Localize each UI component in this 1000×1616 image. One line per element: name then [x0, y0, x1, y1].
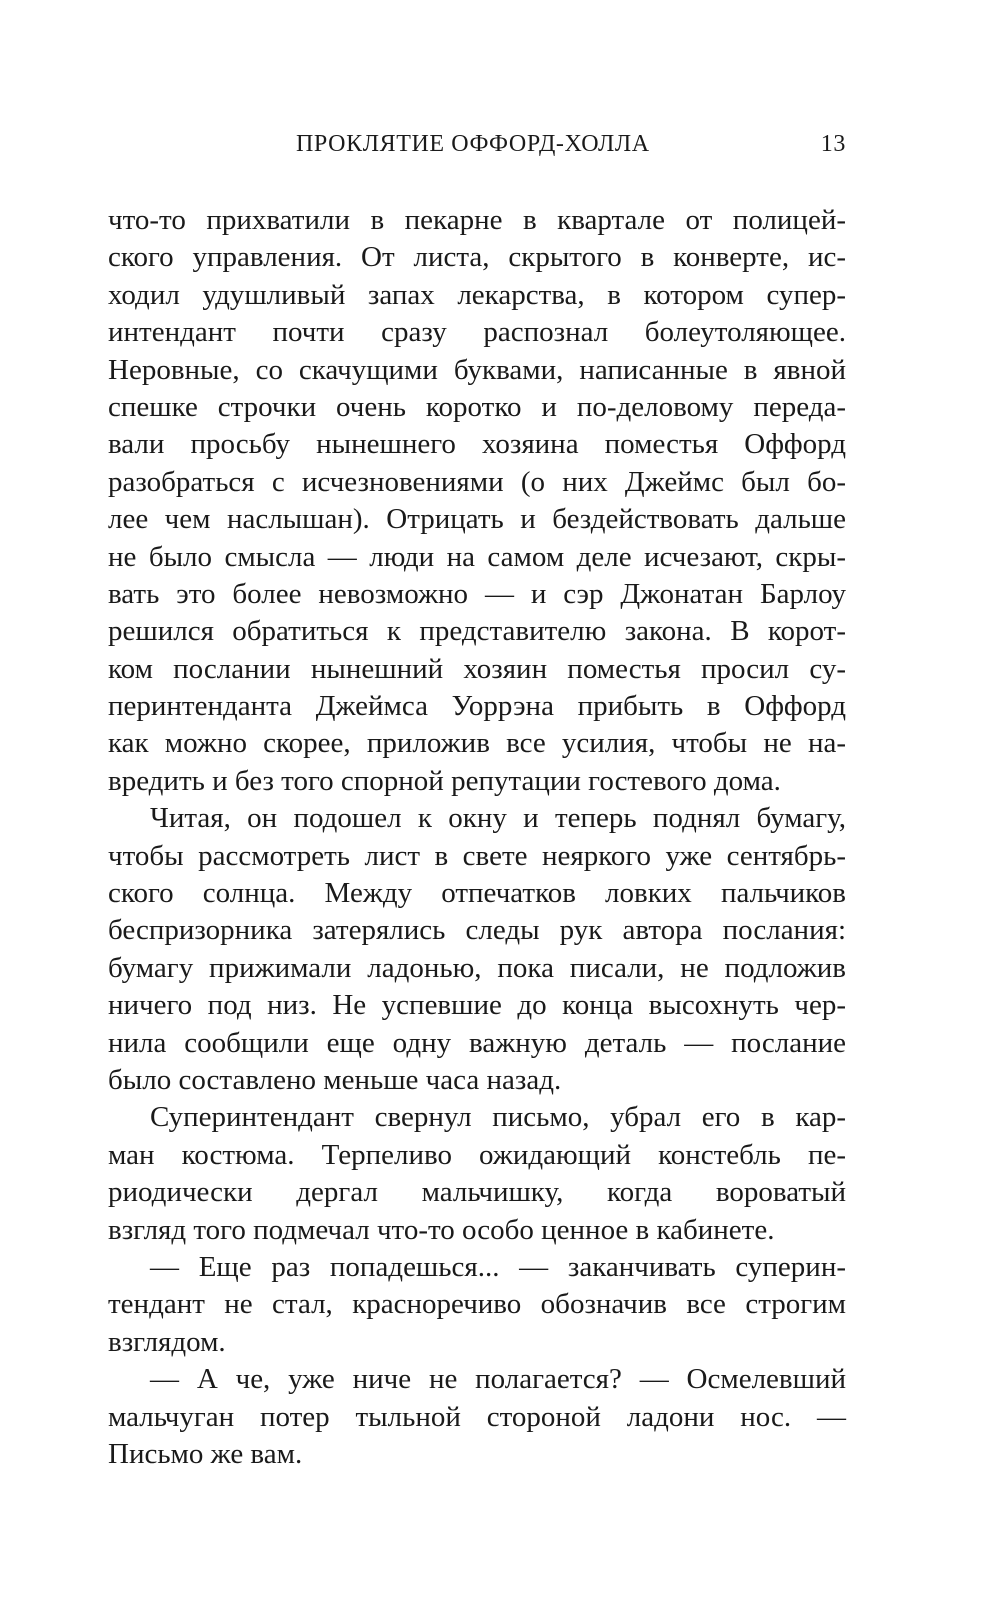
- text-line: вать это более невозможно — и сэр Джонатан Барлоу: [108, 577, 846, 610]
- text-line: риодически дергал мальчишку, когда вороватый: [108, 1176, 846, 1209]
- text-line: как можно скорее, приложив все усилия, чтобы не на-: [108, 727, 846, 760]
- text-line: ского управления. От листа, скрытого в конверте, ис-: [108, 241, 846, 274]
- dialogue-paragraph: [108, 1249, 846, 1361]
- text-line: интендант почти сразу распознал болеутоляющее.: [108, 316, 846, 349]
- text-line: перинтенданта Джеймса Уоррэна прибыть в Оффорд: [108, 690, 846, 723]
- running-title: ПРОКЛЯТИЕ ОФФОРД-ХОЛЛА: [296, 131, 650, 157]
- text-line: решился обратиться к представителю закона. В корот-: [108, 615, 846, 648]
- text-line: ман костюма. Терпеливо ожидающий констебль пе-: [108, 1138, 846, 1171]
- paragraph: [108, 800, 846, 1099]
- text-line: тендант не стал, красноречиво обозначив все строгим: [108, 1288, 846, 1321]
- text-line: — Еще раз попадешься... — заканчивать суперин-: [150, 1250, 846, 1283]
- paragraph: [108, 202, 846, 800]
- text-line: ходил удушливый запах лекарства, в котором супер-: [108, 278, 846, 311]
- text-line: взгляд того подмечал что-то особо ценное в кабинете.: [108, 1213, 775, 1246]
- text-line: ком послании нынешний хозяин поместья просил су-: [108, 652, 846, 685]
- text-line: взглядом.: [108, 1325, 226, 1358]
- text-line: не было смысла — люди на самом деле исчезают, скры-: [108, 540, 846, 573]
- text-line: Читая, он подошел к окну и теперь поднял бумагу,: [150, 802, 846, 835]
- text-line: ского солнца. Между отпечатков ловких пальчиков: [108, 877, 846, 910]
- text-line: разобраться с исчезновениями (о них Джеймс был бо-: [108, 465, 846, 498]
- text-line: Письмо же вам.: [108, 1437, 303, 1470]
- text-line: нила сообщили еще одну важную деталь — послание: [108, 1026, 846, 1059]
- page-number: 13: [820, 131, 846, 157]
- text-line: Неровные, со скачущими буквами, написанные в явной: [108, 353, 846, 386]
- text-line: чтобы рассмотреть лист в свете неяркого уже сентябрь-: [108, 839, 846, 872]
- text-line: мальчуган потер тыльной стороной ладони нос. —: [108, 1400, 846, 1433]
- text-line: ничего под низ. Не успевшие до конца высохнуть чер-: [108, 989, 846, 1022]
- text-line: беспризорника затерялись следы рук автора послания:: [108, 914, 846, 947]
- text-line: было составлено меньше часа назад.: [108, 1063, 562, 1096]
- body-text: [108, 202, 846, 1473]
- text-line: бумагу прижимали ладонью, пока писали, не подложив: [108, 951, 846, 984]
- text-line: — А че, уже ниче не полагается? — Осмелевший: [150, 1363, 846, 1396]
- dialogue-paragraph: [108, 1361, 846, 1473]
- text-line: Суперинтендант свернул письмо, убрал его в кар-: [150, 1101, 846, 1134]
- text-line: спешке строчки очень коротко и по-деловому переда-: [108, 390, 846, 423]
- text-line: лее чем наслышан). Отрицать и бездействовать дальше: [108, 503, 846, 536]
- paragraph: [108, 1099, 846, 1249]
- text-line: вредить и без того спорной репутации гостевого дома.: [108, 764, 781, 797]
- running-head: [108, 131, 846, 165]
- text-line: вали просьбу нынешнего хозяина поместья Оффорд: [108, 428, 846, 461]
- text-line: что-то прихватили в пекарне в квартале от полицей-: [108, 204, 846, 236]
